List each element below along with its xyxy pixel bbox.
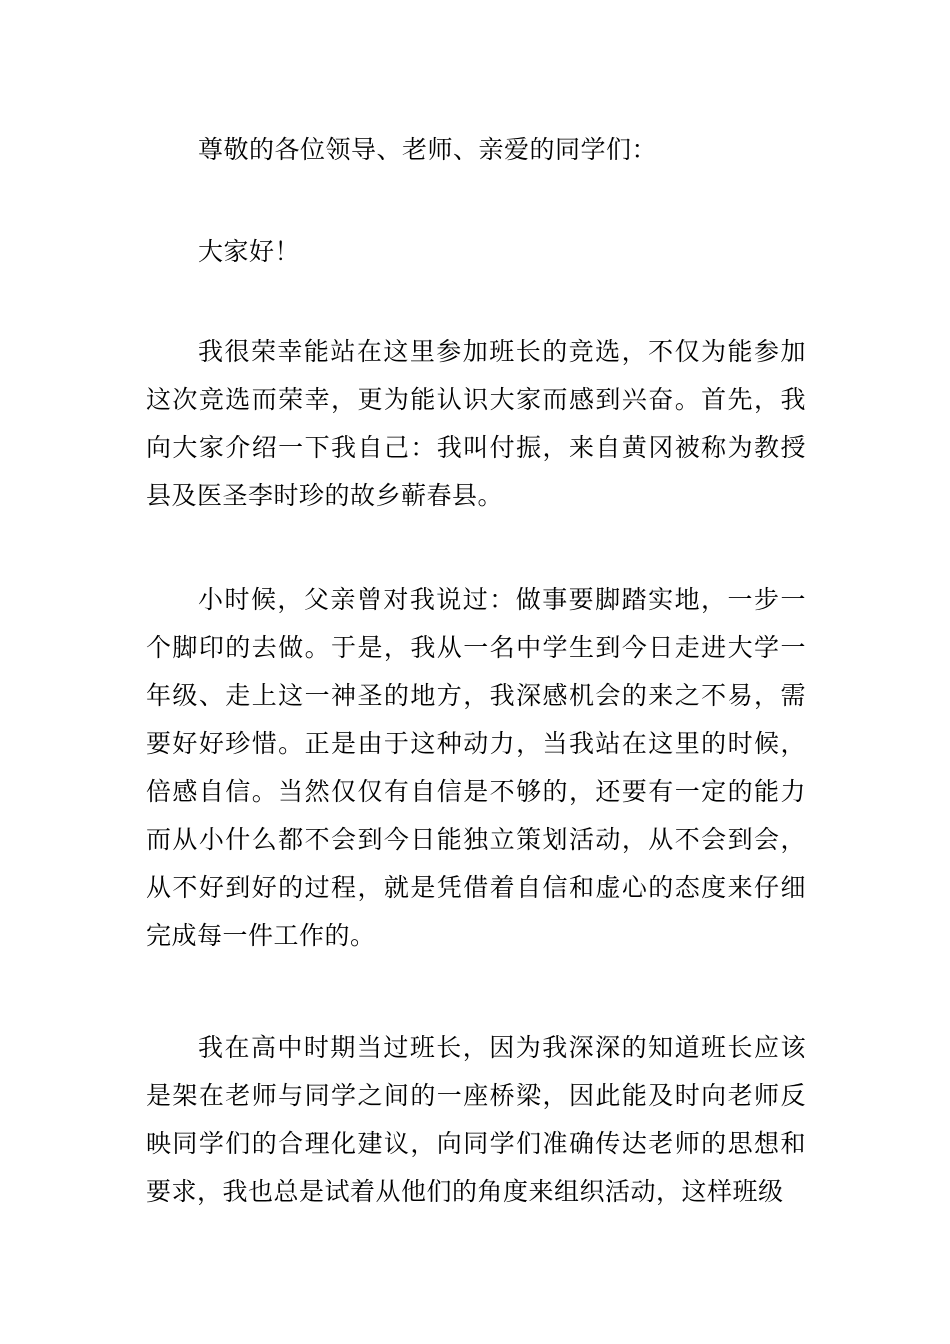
salutation-paragraph: 尊敬的各位领导、老师、亲爱的同学们：	[198, 135, 658, 164]
greeting-paragraph: 大家好！	[198, 237, 301, 266]
introduction-paragraph: 我很荣幸能站在这里参加班长的竞选，不仅为能参加这次竞选而荣幸，更为能认识大家而感到兴奋。首先，我向大家介绍一下我自己：我叫付振，来自黄冈被称为教授县及医圣李时珍的故乡蕲春县。	[146, 337, 806, 510]
childhood-paragraph: 小时候，父亲曾对我说过：做事要脚踏实地，一步一个脚印的去做。于是，我从一名中学生到今日走进大学一年级、走上这一神圣的地方，我深感机会的来之不易，需要好好珍惜。正是由于这种动力，当我站在这里的时候，倍感自信。当然仅仅有自信是不够的，还要有一定的能力而从小什么都不会到今日能独立策划活动，从不会到会，从不好到好的过程，就是凭借着自信和虚心的态度来仔细完成每一件工作的。	[146, 585, 806, 950]
monitor-experience-paragraph: 我在高中时期当过班长，因为我深深的知道班长应该是架在老师与同学之间的一座桥梁，因此能及时向老师反映同学们的合理化建议，向同学们准确传达老师的思想和要求，我也总是试着从他们的角度来组织活动，这样班级	[146, 1033, 806, 1206]
